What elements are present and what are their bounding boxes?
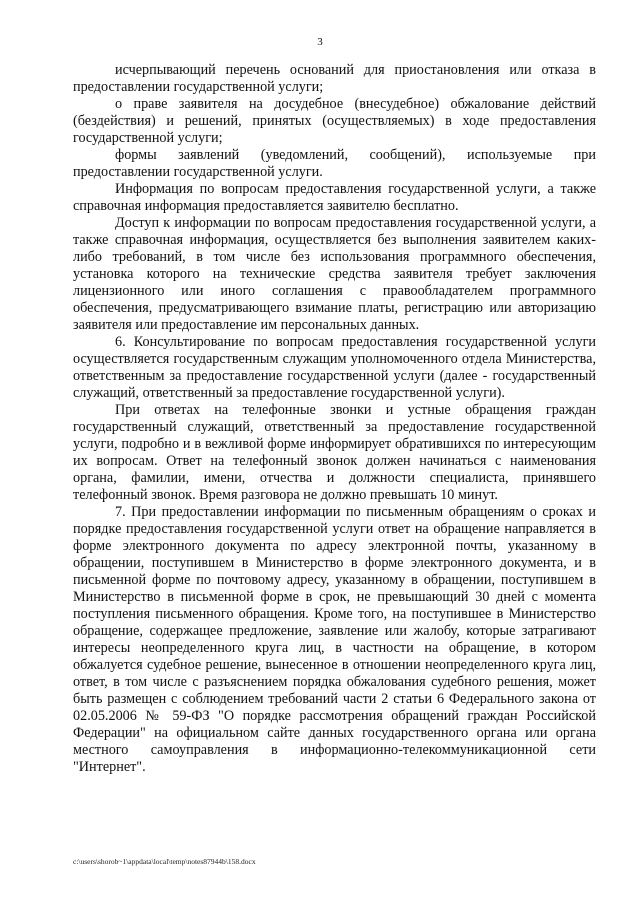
- document-body: [73, 62, 596, 776]
- file-path-footer: c:\users\shorob~1\appdata\local\temp\notes87944b\158.docx: [73, 857, 256, 866]
- paragraph-4: Информация по вопросам предоставления государственной услуги, а также справочная информация предоставляется заявителю бесплатно.: [73, 181, 596, 214]
- paragraph-5: Доступ к информации по вопросам предоставления государственной услуги, а также справочная информация, осуществляется без выполнения заявителем каких-либо требований, в том числе без использования программного обеспечения, установка которого на технические средства заявителя требует заключения лицензионного или иного соглашения с правообладателем программного обеспечения, предусматривающего взимание платы, регистрацию или авторизацию заявителя или предоставление им персональных данных.: [73, 215, 596, 333]
- paragraph-7: При ответах на телефонные звонки и устные обращения граждан государственный служащий, ответственный за предоставление государственной услуги, подробно и в вежливой форме информирует обратившихся по интересующим их вопросам. Ответ на телефонный звонок должен начинаться с наименования органа, фамилии, имени, отчества и должности специалиста, принявшего телефонный звонок. Время разговора не должно превышать 10 минут.: [73, 402, 596, 503]
- paragraph-1: исчерпывающий перечень оснований для приостановления или отказа в предоставлении государственной услуги;: [73, 62, 596, 95]
- paragraph-2: о праве заявителя на досудебное (внесудебное) обжалование действий (бездействия) и решений, принятых (осуществляемых) в ходе предоставления государственной услуги;: [73, 96, 596, 146]
- paragraph-8: 7. При предоставлении информации по письменным обращениям о сроках и порядке предоставления государственной услуги ответ на обращение направляется в форме электронного документа по адресу электронной почты, указанному в обращении, поступившем в Министерство в форме электронного документа, и в письменной форме по почтовому адресу, указанному в обращении, поступившем в Министерство в письменной форме в срок, не превышающий 30 дней с момента поступления письменного обращения. Кроме того, на поступившее в Министерство обращение, содержащее предложение, заявление или жалобу, которые затрагивают интересы неопределенного круга лиц, в частности на обращение, в котором обжалуется судебное решение, вынесенное в отношении неопределенного круга лиц, ответ, в том числе с разъяснением порядка обжалования судебного решения, может быть размещен с соблюдением требований части 2 статьи 6 Федерального закона от 02.05.2006 № 59-ФЗ "О порядке рассмотрения обращений граждан Российской Федерации" на официальном сайте данных государственного органа или органа местного самоуправления в информационно-телекоммуникационной сети "Интернет".: [73, 504, 596, 775]
- paragraph-6: 6. Консультирование по вопросам предоставления государственной услуги осуществляется государственным служащим уполномоченного отдела Министерства, ответственным за предоставление государственной услуги (далее - государственный служащий, ответственный за предоставление государственной услуги).: [73, 334, 596, 401]
- paragraph-3: формы заявлений (уведомлений, сообщений), используемые при предоставлении государственной услуги.: [73, 147, 596, 180]
- page-number: 3: [317, 36, 323, 48]
